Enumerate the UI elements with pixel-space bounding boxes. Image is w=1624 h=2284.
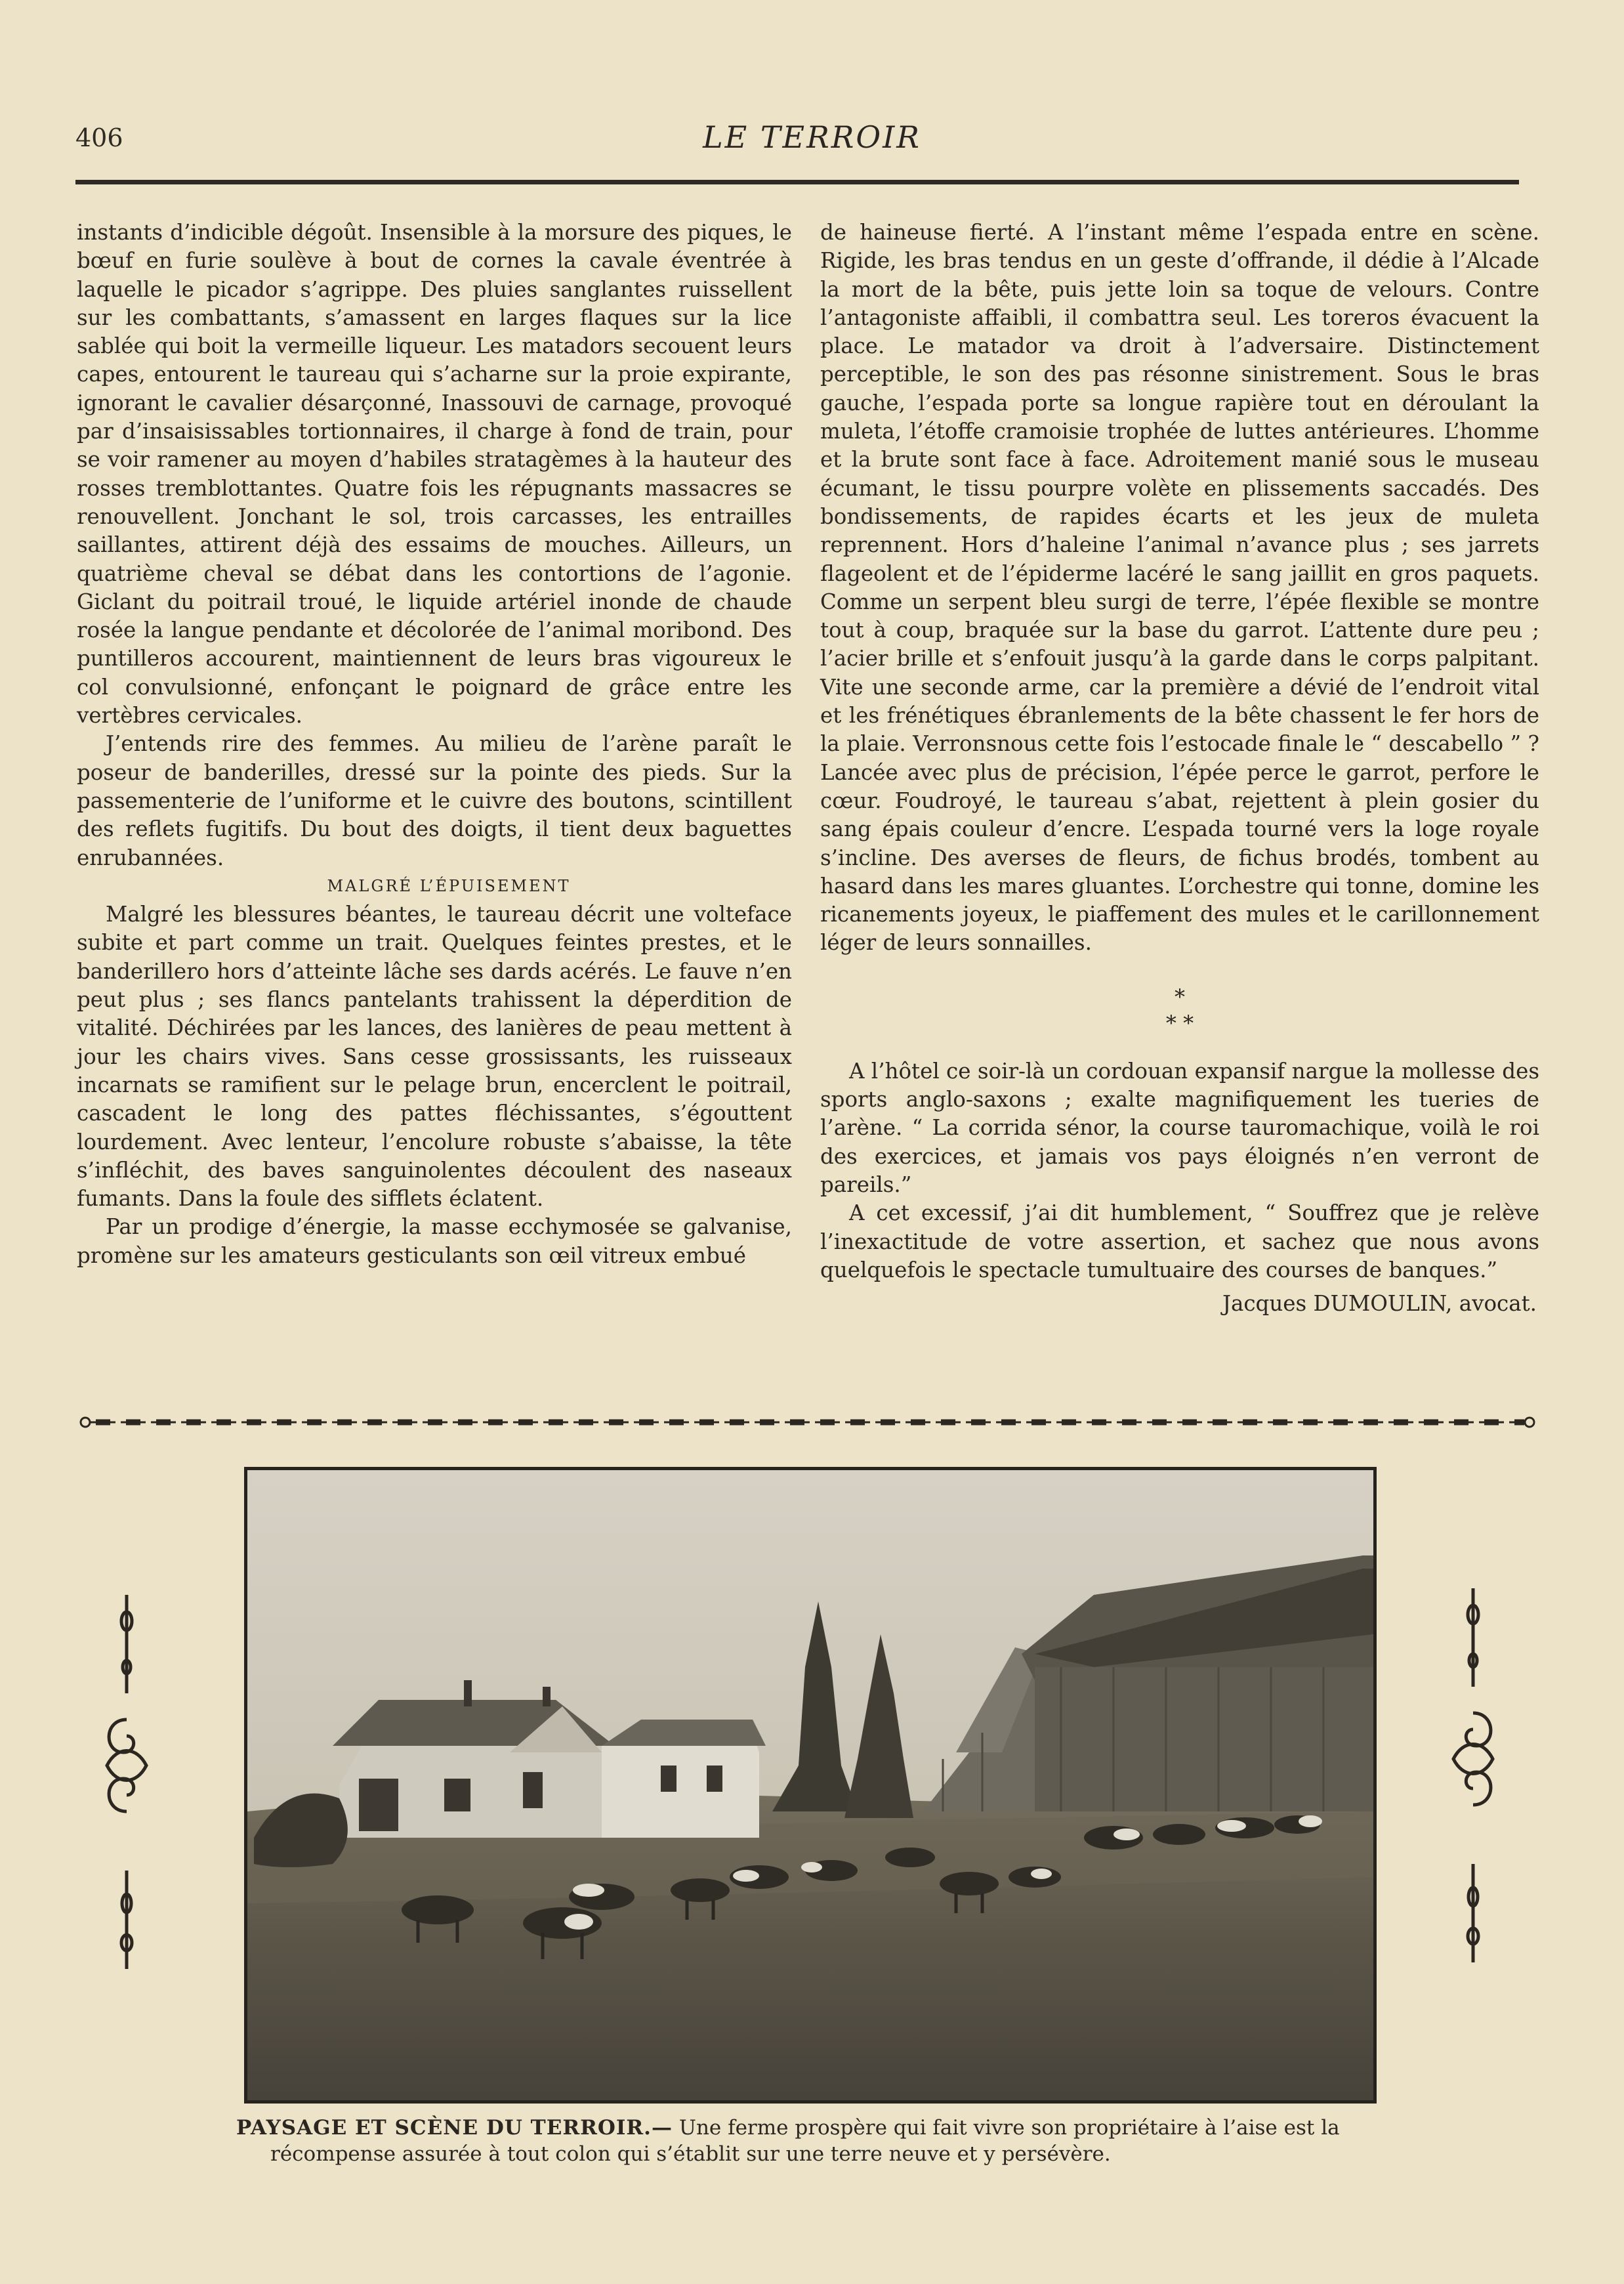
asterism-top: * bbox=[1175, 984, 1185, 1009]
paragraph: Par un prodige d’énergie, la masse ecchymosée se galvanise, promène sur les amateurs gesticulants son œil vitreux embué bbox=[77, 1214, 792, 1268]
right-scroll-ornament bbox=[1444, 1588, 1503, 1962]
caption-text: Une ferme prospère qui fait vivre son propriétaire à l’aise est la bbox=[672, 2116, 1340, 2140]
page-number: 406 bbox=[75, 123, 123, 152]
farm-scene-image bbox=[247, 1470, 1373, 2100]
section-subhead: MALGRÉ L’ÉPUISEMENT bbox=[327, 876, 571, 895]
paragraph: instants d’indicible dégoût. Insensible à la morsure des piques, le bœuf en furie soulève à bout de cornes la cavale éventrée à laquelle le picador s’agrippe. Des pluies sanglantes ruissellent sur les combattants, s’amassent en larges flaques sur la lice sablée qui boit la vermeille liqueur. Les matadors secouent leurs capes, entourent le taureau qui s’acharne sur la proie expirante, ignorant le cavalier désarçonné, Inassouvi de carnage, provoqué par d’insaisissables tortionnaires, il charge à fond de train, pour se voir ramener au moyen d’habiles stratagèmes à la hauteur des rosses tremblottantes. Quatre fois les répugnants massacres se renouvellent. Jonchant le sol, trois carcasses, les entrailles saillantes, attirent déjà des essaims de mouches. Ailleurs, un quatrième cheval se débat dans les contortions de l’agonie. Giclant du poitrail troué, le liquide artériel inonde de chaude rosée la langue pendante et décolorée de l’animal moribond. Des puntilleros accourent, maintiennent de leurs bras vigoureux le col convulsionné, enfonçant le poignard de grâce entre les vertèbres cervicales. bbox=[77, 220, 792, 729]
left-column bbox=[77, 219, 792, 1270]
paragraph: A cet excessif, j’ai dit humblement, “ Souffrez que je relève l’inexactitude de votre assertion, et sachez que nous avons quelquefois le spectacle tumultuaire des courses de banques.” bbox=[820, 1200, 1539, 1282]
caption-text-line2: récompense assurée à tout colon qui s’établit sur une terre neuve et y persévère. bbox=[270, 2142, 1111, 2166]
asterism bbox=[820, 984, 1539, 1036]
paragraph: A l’hôtel ce soir-là un cordouan expansif nargue la mollesse des sports anglo-saxons ; exalte magnifiquement les tueries de l’arène. “ La corrida sénor, la course tauromachique, voilà le roi des exercices, et jamais vos pays éloignés n’en verront de pareils.” bbox=[820, 1058, 1539, 1197]
farm-photograph bbox=[244, 1467, 1377, 2104]
left-scroll-ornament bbox=[97, 1595, 156, 1969]
caption-title: PAYSAGE ET SCÈNE DU TERROIR.— bbox=[236, 2116, 673, 2140]
photo-caption bbox=[236, 2115, 1404, 2167]
running-head-title: LE TERROIR bbox=[703, 119, 921, 155]
header-rule bbox=[75, 180, 1519, 184]
paragraph: J’entends rire des femmes. Au milieu de l’arène paraît le poseur de banderilles, dressé sur la pointe des pieds. Sur la passementerie de l’uniforme et le cuivre des boutons, scintillent des reflets fugitifs. Du bout des doigts, il tient deux baguettes enrubannées. bbox=[77, 731, 792, 870]
ornamental-divider bbox=[77, 1412, 1537, 1432]
paragraph: Malgré les blessures béantes, le taureau décrit une volteface subite et part comme un trait. Quelques feintes prestes, et le banderillero hors d’atteinte lâche ses dards acérés. Le fauve n’en peut plus ; ses flancs pantelants trahissent la déperdition de vitalité. Déchirées par les lances, des lanières de peau mettent à jour les chairs vives. Sans cesse grossissants, les ruisseaux incarnats se ramifient sur le pelage brun, encerclent le poitrail, cascadent le long des pattes fléchissantes, s’égouttent lourdement. Avec lenteur, l’encolure robuste s’abaisse, la tête s’infléchit, des baves sanguinolentes découlent des naseaux fumants. Dans la foule des sifflets éclatent. bbox=[77, 902, 792, 1212]
author-signature: Jacques DUMOULIN, avocat. bbox=[1222, 1291, 1537, 1317]
paragraph: de haineuse fierté. A l’instant même l’espada entre en scène. Rigide, les bras tendus en un geste d’offrande, il dédie à l’Alcade la mort de la bête, puis jette loin sa toque de velours. Contre l’antagoniste affaibli, il combattra seul. Les toreros évacuent la place. Le matador va droit à l’adversaire. Distinctement perceptible, le son des pas résonne sinistrement. Sous le bras gauche, l’espada porte sa longue rapière tout en déroulant la muleta, l’étoffe cramoisie trophée de luttes antérieures. L’homme et la brute sont face à face. Adroitement manié sous le museau écumant, le tissu pourpre volète en plissements saccadés. Des bondissements, de rapides écarts et les jeux de muleta reprennent. Hors d’haleine l’animal n’avance plus ; ses jarrets flageolent et de l’épiderme lacéré le sang jaillit en gros paquets. Comme un serpent bleu surgi de terre, l’épée flexible se montre tout à coup, braquée sur la base du garrot. L’attente dure peu ; l’acier brille et s’enfouit jusqu’à la garde dans le corps palpitant. Vite une seconde arme, car la première a dévié de l’endroit vital et les frénétiques ébranlements de la bête chassent le fer hors de la plaie. Verronsnous cette fois l’estocade finale le “ descabello ” ? Lancée avec plus de précision, l’épée perce le garrot, perfore le cœur. Foudroyé, le taureau s’abat, rejettent à plein gosier du sang épais couleur d’encre. L’espada tourné vers la loge royale s’incline. Des averses de fleurs, de fichus brodés, tombent au hasard dans les mares gluantes. L’orchestre qui tonne, domine les ricanements joyeux, le piaffement des mules et le carillonnement léger de leurs sonnailles. bbox=[820, 220, 1539, 956]
asterism-bottom: * * bbox=[1165, 1010, 1194, 1036]
right-column bbox=[820, 219, 1539, 1318]
